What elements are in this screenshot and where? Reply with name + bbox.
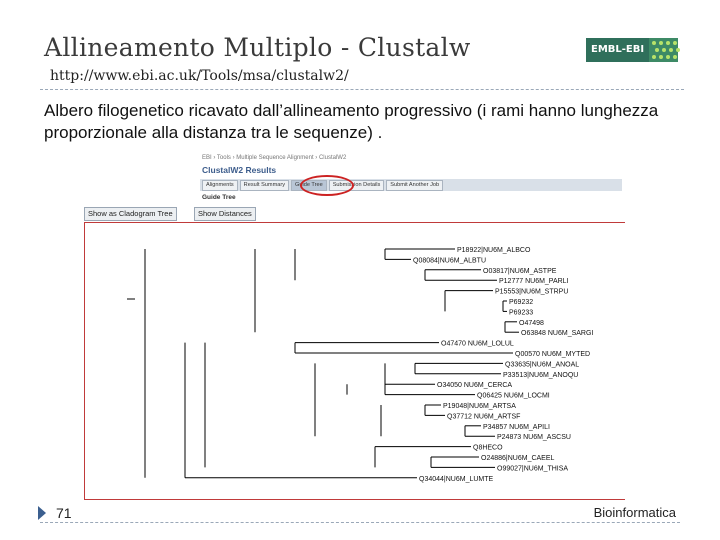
tree-leaf-label: Q33635|NU6M_ANOAL (505, 361, 580, 369)
guide-tree-label: Guide Tree (202, 194, 236, 201)
results-title: ClustalW2 Results (202, 165, 277, 175)
tree-leaf-label: O99027|NU6M_THISA (497, 465, 569, 473)
logo-dots-icon (649, 38, 678, 62)
guide-tree-diagram (85, 223, 625, 499)
tree-leaf-label: O24886|NU6M_CAEEL (481, 455, 555, 462)
page-number: 71 (56, 505, 72, 521)
header-divider (40, 89, 684, 90)
tree-leaf-label: P12777 NU6M_PARLI (499, 278, 569, 286)
tree-leaf-label: Q00570 NU6M_MYTED (515, 351, 591, 358)
results-tab-bar (200, 179, 622, 191)
tree-leaf-label: O03817|NU6M_ASTPE (483, 267, 557, 275)
tree-leaf-label: Q06425 NU6M_LOCMI (477, 392, 550, 400)
tab-guide-tree[interactable]: Guide Tree (291, 180, 327, 191)
tab-result-summary[interactable]: Result Summary (240, 180, 289, 191)
guide-tree-highlight-ring (300, 175, 354, 196)
show-cladogram-button[interactable]: Show as Cladogram Tree (84, 207, 177, 221)
tab-submission-details[interactable]: Submission Details (329, 180, 385, 191)
footer-label: Bioinformatica (593, 505, 676, 520)
slide-url[interactable]: http://www.ebi.ac.uk/Tools/msa/clustalw2/ (50, 68, 349, 84)
logo-text: EMBL-EBI (586, 38, 649, 62)
guide-tree-panel (84, 222, 625, 500)
slide-body-text: Albero filogenetico ricavato dall’allineamento progressivo (i rami hanno lunghezza proporzionale alla distanza tra le sequenze) . (44, 101, 659, 142)
tree-leaf-label: O47498 (519, 319, 544, 327)
tree-leaf-label: O47470 NU6M_LOLUL (441, 340, 514, 348)
tree-leaf-label: P34857 NU6M_APILI (483, 423, 550, 431)
tree-leaf-label: Q34044|NU6M_LUMTE (419, 475, 494, 483)
breadcrumb[interactable]: EBI › Tools › Multiple Sequence Alignment › ClustalW2 (202, 155, 347, 161)
tree-leaf-label: Q8HECO (473, 444, 503, 452)
tree-leaf-label: O63848 NU6M_SARGI (521, 330, 594, 338)
tab-submit-another-job[interactable]: Submit Another Job (386, 180, 443, 191)
show-distances-button[interactable]: Show Distances (194, 207, 256, 221)
tree-leaf-label: P24873 NU6M_ASCSU (497, 434, 571, 442)
tree-leaf-label: P33513|NU6M_ANOQU (503, 371, 579, 379)
tree-leaf-label: O34050 NU6M_CERCA (437, 382, 513, 390)
tree-leaf-label: P15553|NU6M_STRPU (495, 288, 569, 296)
tree-leaf-label: P69232 (509, 299, 534, 306)
slide-title: Allineamento Multiplo - Clustalw (44, 33, 471, 62)
tree-leaf-label: P18922|NU6M_ALBCO (457, 247, 531, 254)
tree-leaf-label: P69233 (509, 309, 534, 317)
tab-alignments[interactable]: Alignments (202, 180, 238, 191)
tree-leaf-label: Q08084|NU6M_ALBTU (413, 257, 487, 265)
clustalw-screenshot (84, 152, 624, 498)
footer-divider (40, 522, 680, 523)
embl-ebi-logo (586, 38, 678, 62)
footer-arrow-icon (38, 506, 46, 520)
tree-leaf-label: Q37712 NU6M_ARTSF (447, 413, 521, 421)
tree-leaf-label: P19048|NU6M_ARTSA (443, 403, 516, 410)
